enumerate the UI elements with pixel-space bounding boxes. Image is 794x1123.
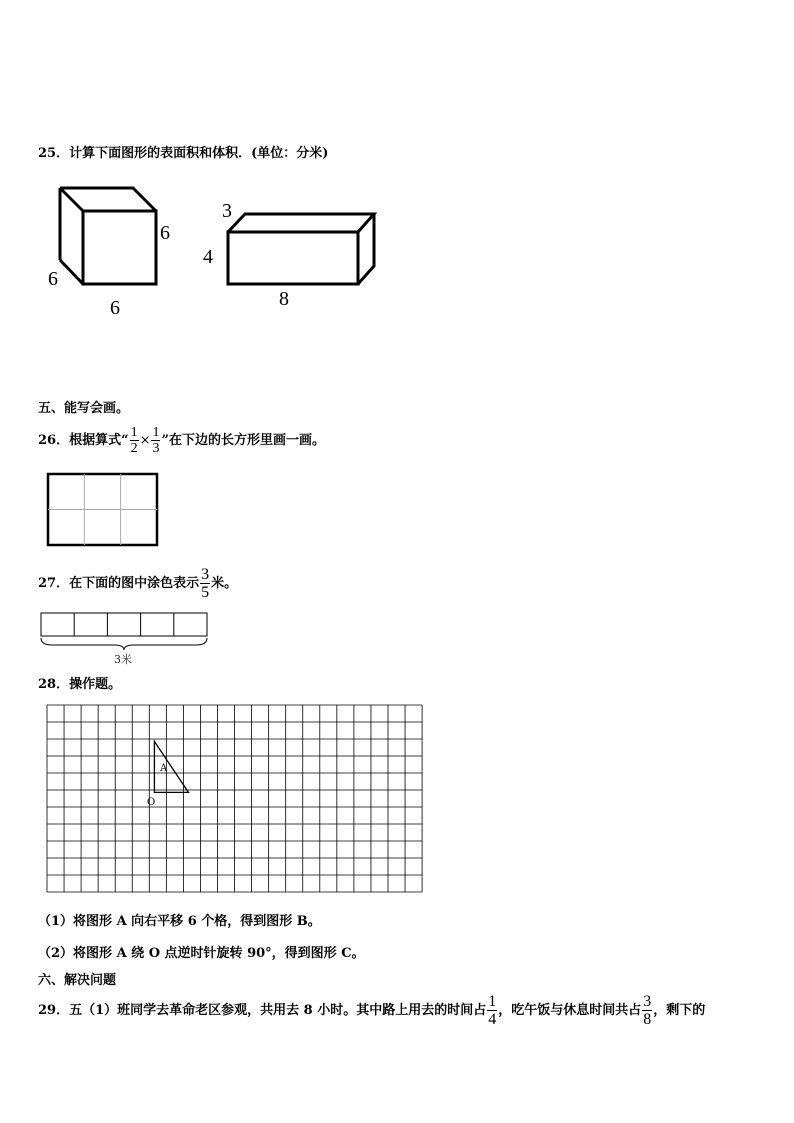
q27-prefix: 27．在下面的图中涂色表示 <box>38 576 200 591</box>
question-28: 28．操作题。 <box>38 677 122 692</box>
cuboid-depth-label: 3 <box>222 200 232 222</box>
point-o-label: O <box>147 797 156 808</box>
cuboid-length-label: 8 <box>279 288 289 310</box>
cuboid-figure <box>228 214 374 284</box>
q26-prefix: 26．根据算式“ <box>38 433 129 448</box>
cube-edge-bottom-label: 6 <box>110 297 120 319</box>
q27-bar-label: 3米 <box>114 653 132 666</box>
q28-grid[interactable] <box>46 704 426 900</box>
q29-fraction-1: $\frac{1}{4}$ <box>488 993 497 1028</box>
q26-fraction-1: $\frac{1}{2}$ <box>130 425 138 456</box>
question-27 <box>38 565 237 605</box>
q29-fraction-2: $\frac{3}{8}$ <box>643 993 652 1028</box>
cube-figure <box>60 188 156 284</box>
question-29 <box>38 992 705 1032</box>
q26-operator: × <box>139 433 151 448</box>
shape-a-label: A <box>160 763 168 774</box>
q25-figures <box>40 180 400 330</box>
q29-part-3: ，剩下的 <box>653 1003 706 1018</box>
cube-edge-left-label: 6 <box>48 268 58 290</box>
q29-part-1: 29．五（1）班同学去革命老区参观，共用去 8 小时。其中路上用去的时间占 <box>38 1003 487 1018</box>
cube-edge-right-label: 6 <box>160 222 170 244</box>
section-6-heading: 六、解决问题 <box>38 973 117 988</box>
cuboid-height-label: 4 <box>203 246 213 268</box>
section-5-heading: 五、能写会画。 <box>38 401 130 416</box>
q29-part-2: ，吃午饭与休息时间共占 <box>498 1003 642 1018</box>
q27-suffix: 米。 <box>211 576 238 591</box>
q26-fraction-2: $\frac{1}{3}$ <box>152 425 160 456</box>
question-28-part-2: （2）将图形 A 绕 O 点逆时针旋转 90°，得到图形 C。 <box>38 946 365 961</box>
q26-rectangle[interactable] <box>46 472 160 548</box>
question-25: 25．计算下面图形的表面积和体积．(单位：分米) <box>38 146 329 161</box>
q27-fraction: $\frac{3}{5}$ <box>201 566 210 601</box>
question-28-part-1: （1）将图形 A 向右平移 6 个格，得到图形 B。 <box>38 914 321 929</box>
q26-suffix: ”在下边的长方形里画一画。 <box>161 433 325 448</box>
question-26 <box>38 423 325 463</box>
